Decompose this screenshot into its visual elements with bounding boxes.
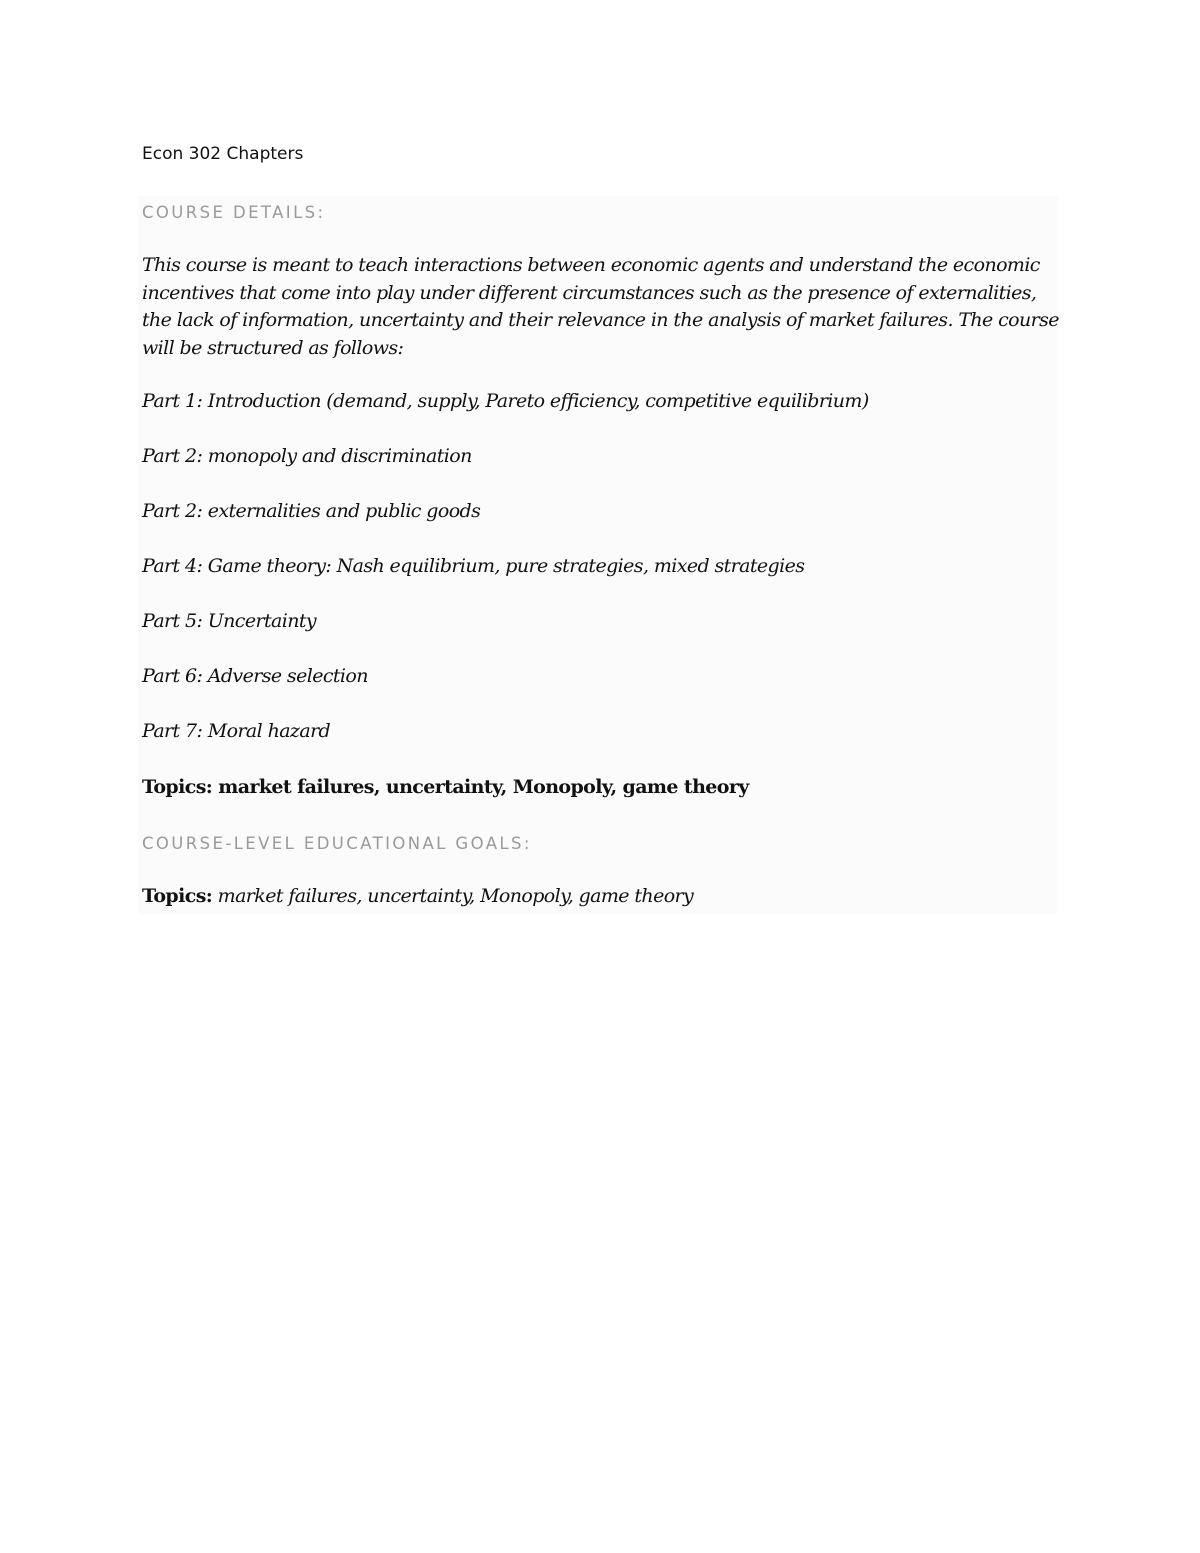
part-item: Part 2: monopoly and discrimination [142, 445, 472, 467]
part-item: Part 6: Adverse selection [142, 665, 368, 687]
course-intro-paragraph: This course is meant to teach interactions between economic agents and understand the economic incentives that come into play under different circumstances such as the presence of externalities, the lack of information, uncertainty and their relevance in the analysis of market failures. The course will be structured as follows: [142, 254, 1059, 359]
part-item: Part 5: Uncertainty [142, 610, 317, 632]
topics-summary: Topics: market failures, uncertainty, Monopoly, game theory [142, 776, 749, 798]
course-details-heading: COURSE DETAILS: [142, 203, 326, 222]
goals-topics-value: market failures, uncertainty, Monopoly, game theory [212, 885, 694, 907]
part-item: Part 7: Moral hazard [142, 720, 331, 742]
document-title: Econ 302 Chapters [142, 144, 304, 164]
goals-topics-line [142, 885, 693, 907]
educational-goals-heading: COURSE-LEVEL EDUCATIONAL GOALS: [142, 834, 532, 853]
goals-topics-label: Topics: [142, 885, 213, 907]
part-item: Part 2: externalities and public goods [142, 500, 481, 522]
part-item: Part 4: Game theory: Nash equilibrium, pure strategies, mixed strategies [142, 555, 805, 577]
part-item: Part 1: Introduction (demand, supply, Pareto efficiency, competitive equilibrium) [142, 390, 869, 412]
